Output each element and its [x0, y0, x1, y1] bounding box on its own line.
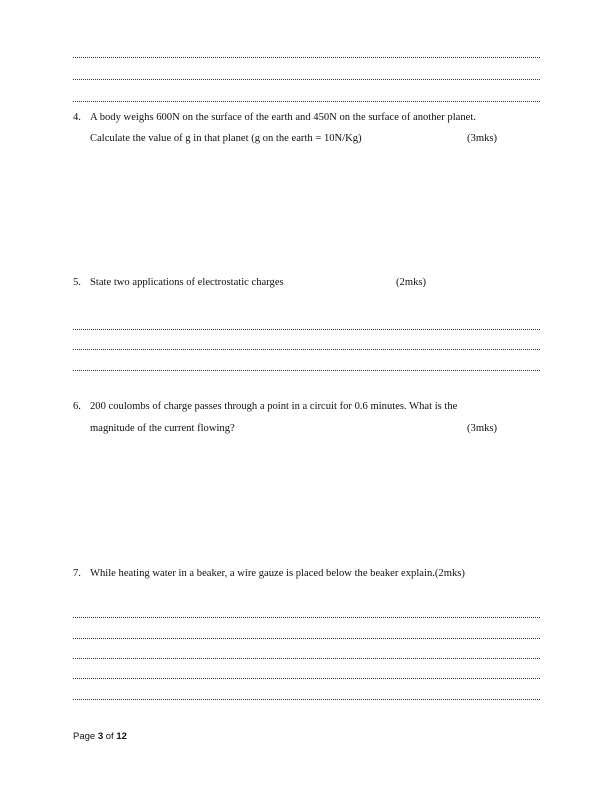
answer-line[interactable]	[73, 349, 540, 350]
of-word: of	[105, 731, 114, 742]
question-marks: (2mks)	[396, 277, 427, 288]
question-text: 200 coulombs of charge passes through a point in a circuit for 0.6 minutes. What is the	[90, 401, 458, 412]
answer-line[interactable]	[73, 699, 540, 700]
current-page: 3	[97, 731, 104, 742]
answer-line[interactable]	[73, 79, 540, 80]
question-number: 4.	[73, 112, 81, 123]
answer-line[interactable]	[73, 617, 540, 618]
answer-line[interactable]	[73, 57, 540, 58]
question-marks: (3mks)	[467, 423, 498, 434]
question-number: 7.	[73, 568, 81, 579]
question-marks: (3mks)	[467, 133, 498, 144]
question-text: magnitude of the current flowing?	[90, 423, 235, 434]
question-text: A body weighs 600N on the surface of the earth and 450N on the surface of another planet.	[90, 112, 476, 123]
question-number: 5.	[73, 277, 81, 288]
question-text: Calculate the value of g in that planet (g on the earth = 10N/Kg)	[90, 133, 362, 144]
answer-line[interactable]	[73, 101, 540, 102]
answer-line[interactable]	[73, 370, 540, 371]
answer-line[interactable]	[73, 678, 540, 679]
page-word: Page	[73, 731, 96, 742]
question-text: State two applications of electrostatic charges	[90, 277, 284, 288]
total-pages: 12	[116, 731, 127, 742]
question-number: 6.	[73, 401, 81, 412]
page-footer	[73, 731, 127, 742]
answer-line[interactable]	[73, 638, 540, 639]
answer-line[interactable]	[73, 658, 540, 659]
answer-line[interactable]	[73, 329, 540, 330]
question-text: While heating water in a beaker, a wire gauze is placed below the beaker explain.(2mks)	[90, 568, 465, 579]
